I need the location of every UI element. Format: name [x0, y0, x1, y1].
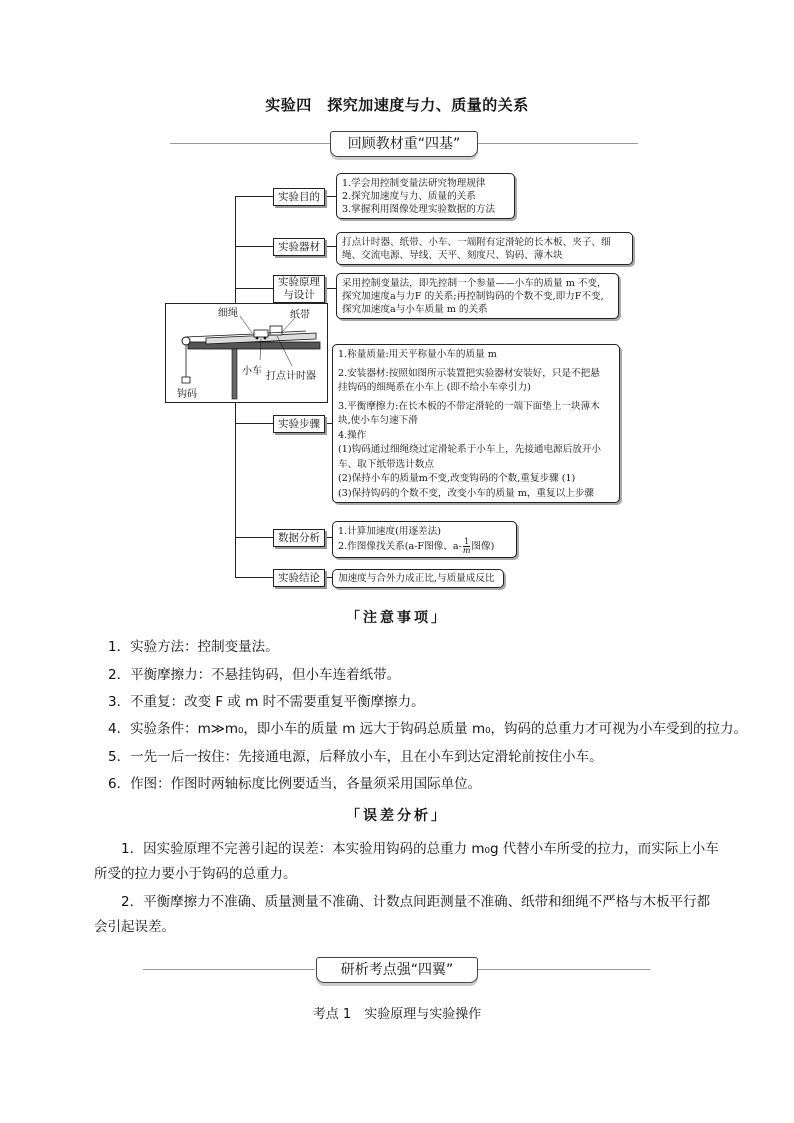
- principle-line: 探究加速度a与力F 的关系;再控制钩码的个数不变,即力F不变,: [342, 291, 604, 302]
- banner-rule-right: [478, 143, 638, 144]
- equipment-line: 打点计时器、纸带、小车、一端附有定滑轮的长木板、夹子、细: [342, 237, 611, 248]
- label-rope: 细绳: [218, 308, 238, 319]
- error-paragraph-2-line-2: 会引起误差。: [94, 919, 175, 935]
- note-item: 5．一先一后一按住：先接通电源，后释放小车，且在小车到达定滑轮前按住小车。: [108, 749, 603, 765]
- notes-heading: 「注意事项」: [346, 610, 448, 626]
- banner-rule-left-bottom: [143, 969, 315, 970]
- connector-data: [235, 537, 273, 538]
- label-tape: 纸带: [290, 310, 310, 321]
- box-steps: [332, 344, 620, 503]
- error-paragraph-1-line-1: 1．因实验原理不完善引起的误差：本实验用钩码的总重力 m₀g 代替小车所受的拉力，而实际上小车: [121, 841, 719, 857]
- steps-line: 3.平衡摩擦力:在长木板的不带定滑轮的一端下面垫上一块薄木: [338, 400, 600, 412]
- box-purpose: [336, 173, 515, 219]
- page-title: 实验四 探究加速度与力、质量的关系: [265, 96, 529, 114]
- label-weight: 钩码: [177, 389, 197, 400]
- section-banner-top: 回顾教材重“四基”: [330, 131, 478, 157]
- connector-purpose: [235, 196, 273, 197]
- tag-principle-line1: 实验原理: [278, 276, 320, 288]
- steps-line: (1)钩码通过细绳绕过定滑轮系于小车上，先接通电源后放开小: [338, 444, 602, 455]
- steps-line: 1.称量质量:用天平称量小车的质量 m: [338, 349, 497, 360]
- steps-line: 2.安装器材:按照如图所示装置把实验器材安装好，只是不把悬: [338, 367, 600, 379]
- steps-line: 4.操作: [338, 429, 367, 441]
- principle-line: 采用控制变量法，即先控制一个参量——小车的质量 m 不变，: [342, 278, 607, 289]
- label-timer: 打点计时器: [266, 371, 316, 382]
- apparatus-figure: [165, 303, 328, 403]
- connector-equipment: [235, 246, 273, 247]
- box-principle: [336, 273, 619, 319]
- note-item: 2．平衡摩擦力：不悬挂钩码，但小车连着纸带。: [108, 667, 401, 683]
- data-line: [338, 538, 511, 555]
- conclusion-text: 加速度与合外力成正比,与质量成反比: [338, 573, 495, 584]
- data-line2-pre: 2.作图像找关系(a-F图像、a-: [338, 541, 462, 552]
- data-line: 1.计算加速度(用逐差法): [338, 526, 441, 537]
- box-data: [332, 521, 517, 558]
- errors-heading: 「误差分析」: [346, 808, 448, 824]
- steps-line: 车、取下纸带选计数点: [338, 458, 434, 470]
- steps-line: (3)保持钩码的个数不变，改变小车的质量 m，重复以上步骤: [338, 487, 594, 499]
- table-leg: [232, 349, 237, 399]
- pulley: [182, 337, 190, 345]
- weight-block: [182, 377, 190, 383]
- tag-principle-line2: 与设计: [283, 289, 315, 301]
- tag-principle: [273, 275, 325, 303]
- equipment-line: 绳、交流电源、导线、天平、刻度尺、钩码、薄木块: [342, 250, 563, 261]
- note-item: 6．作图：作图时两轴标度比例要适当，各量须采用国际单位。: [108, 776, 482, 792]
- tag-steps: 实验步骤: [273, 415, 325, 433]
- note-item: 4．实验条件：m≫m₀，即小车的质量 m 远大于钩码总质量 m₀，钩码的总重力才可视为小车受到的拉力。: [108, 721, 748, 737]
- fraction-1-over-m: [463, 538, 471, 555]
- cart-wheel: [264, 337, 267, 340]
- steps-line: (2)保持小车的质量m不变,改变钩码的个数,重复步骤 (1): [338, 473, 576, 484]
- cart-wheel: [256, 337, 259, 340]
- purpose-line: 3.掌握利用图像处理实验数据的方法: [342, 204, 496, 215]
- banner-rule-left: [170, 143, 330, 144]
- connector-principle: [235, 288, 273, 289]
- principle-line: 探究加速度a与小车质量 m 的关系: [342, 304, 488, 315]
- banner-rule-right-bottom: [478, 969, 650, 970]
- purpose-line: 1.学会用控制变量法研究物理规律: [342, 178, 486, 189]
- steps-line: 块,使小车匀速下滑: [338, 415, 418, 426]
- section-banner-bottom: 研析考点强“四翼”: [316, 957, 478, 983]
- label-cart: 小车: [242, 366, 262, 377]
- note-item: 3．不重复：改变 F 或 m 时不需要重复平衡摩擦力。: [108, 694, 425, 710]
- box-equipment: [336, 232, 633, 265]
- timer-body: [270, 326, 282, 335]
- error-paragraph-1-line-2: 所受的拉力要小于钩码的总重力。: [94, 866, 297, 882]
- steps-line: 挂钩码的细绳系在小车上 (即不给小车牵引力): [338, 382, 531, 393]
- fraction-numerator: 1: [464, 537, 470, 546]
- error-paragraph-2-line-1: 2．平衡摩擦力不准确、质量测量不准确、计数点间距测量不准确、纸带和细绳不严格与木板平行都: [121, 894, 711, 910]
- tag-data: 数据分析: [273, 529, 325, 547]
- data-line2-post: 图像): [471, 541, 495, 552]
- tag-equipment: 实验器材: [273, 238, 325, 256]
- connector-steps: [235, 423, 273, 424]
- note-item: 1．实验方法：控制变量法。: [108, 639, 279, 655]
- fraction-denominator: m: [462, 546, 471, 555]
- leader-rope: [240, 316, 252, 333]
- purpose-line: 2.探究加速度与力、质量的关系: [342, 191, 476, 202]
- tag-conclusion: 实验结论: [273, 569, 325, 587]
- tag-purpose: 实验目的: [273, 188, 325, 206]
- connector-conclusion: [235, 577, 273, 578]
- box-conclusion: [332, 569, 504, 588]
- cart-body: [254, 330, 268, 337]
- topic-heading: 考点 1 实验原理与实验操作: [312, 1007, 482, 1022]
